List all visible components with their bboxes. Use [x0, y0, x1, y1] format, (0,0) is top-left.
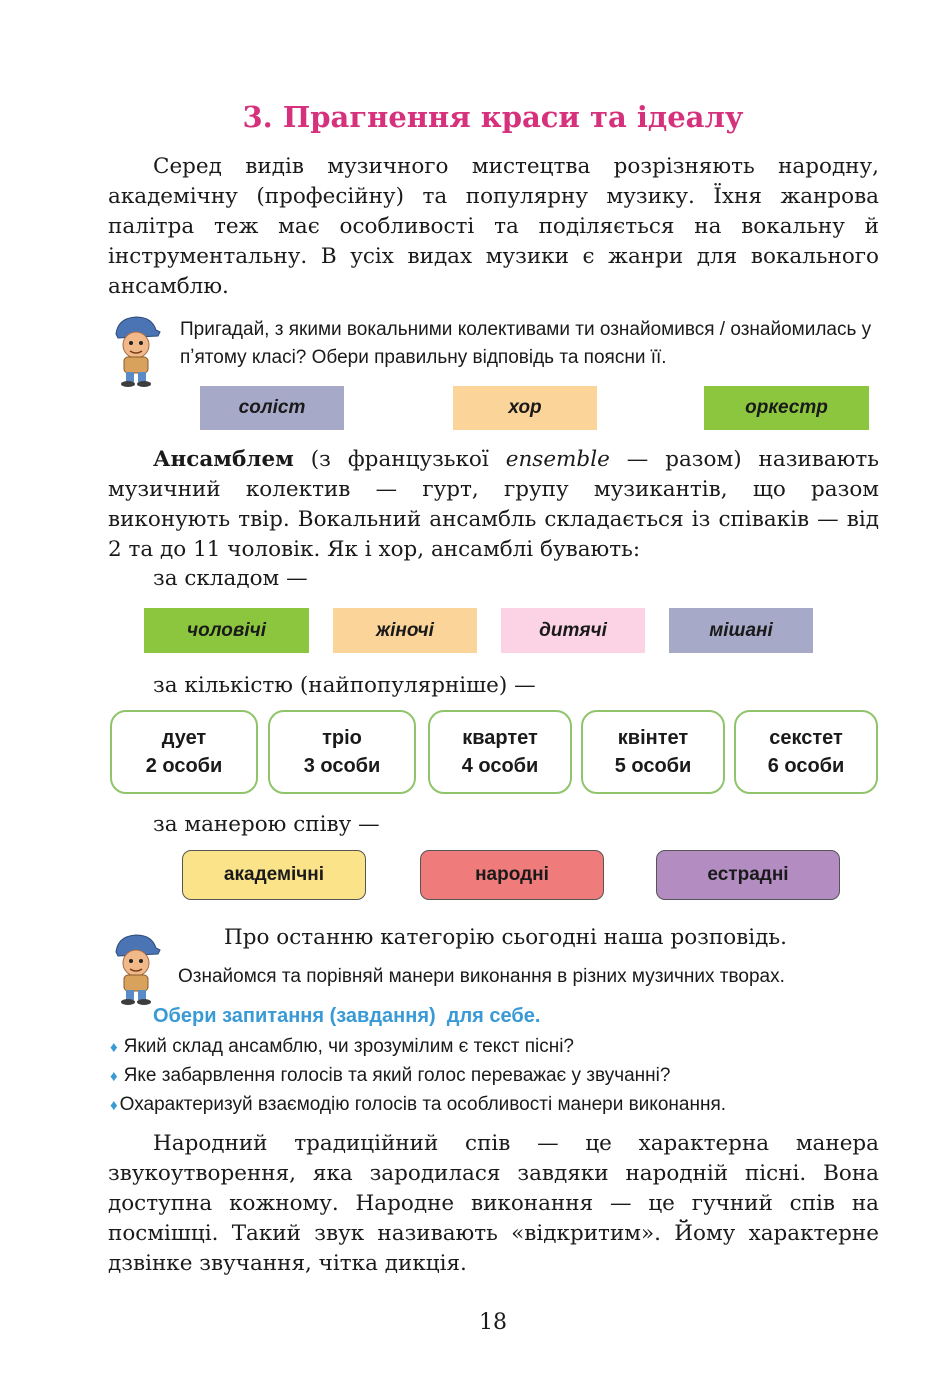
foreign-word: ensemble: [505, 447, 610, 472]
intro-text: Серед видів музичного мистецтва розрізняють народну, академічну (професійну) та популярну музику. Їхня жанрова палітра теж має особливості та поділяється на вокальну й інструментальну. В усіх видах музики є жанри для вокального ансамблю.: [108, 154, 879, 299]
diamond-bullet-icon: ♦: [110, 1068, 118, 1085]
section-title: 3. Прагнення краси та ідеалу: [242, 100, 744, 134]
manner-folk: народні: [420, 850, 604, 900]
option-orchestra[interactable]: оркестр: [704, 386, 869, 430]
boy-mascot-icon: [108, 312, 164, 388]
count-quintet: квінтет 5 особи: [581, 710, 725, 794]
task-heading: Обери запитання (завдання) для себе.: [153, 1005, 541, 1027]
prompt-compare: Ознайомся та порівняй манери виконання в різних музичних творах.: [178, 966, 785, 987]
prompt-recall: Пригадай, з якими вокальними колективами ти ознайомився / ознайомилась у пʼятому класі? Обери правильну відповідь та поясни її.: [180, 319, 872, 368]
count-quartet: квартет 4 особи: [428, 710, 572, 794]
diamond-bullet-icon: ♦: [110, 1097, 118, 1114]
diamond-bullet-icon: ♦: [110, 1039, 118, 1056]
option-choir[interactable]: хор: [453, 386, 597, 430]
count-trio: тріо 3 особи: [268, 710, 416, 794]
last-category-text: Про останню категорію сьогодні наша розповідь.: [224, 925, 787, 950]
ensemble-definition: Ансамблем (з французької ensemble — разом) називають музичний колектив — гурт, групу музикантів, що разом виконують твір. Вокальний ансамбль складається із співаків — від 2 та до 11 чоловік. Як і хор, ансамблі бувають:: [108, 447, 879, 562]
composition-female: жіночі: [333, 608, 477, 653]
folk-singing-paragraph: Народний традиційний спів — це характерна манера звукоутворення, яка зародилася завдяки народній пісні. Вона доступна кожному. Народне виконання — це гучний спів на посмішці. Такий звук називають «відкритим». Йому характерне дзвінке звучання, чітка дикція.: [108, 1131, 879, 1276]
manner-pop: естрадні: [656, 850, 840, 900]
task-question: ♦ Охарактеризуй взаємодію голосів та особливості манери виконання.: [110, 1094, 727, 1115]
label-by-composition: за складом —: [153, 566, 308, 591]
intro-paragraph: [108, 152, 879, 302]
option-soloist[interactable]: соліст: [200, 386, 344, 430]
page-number: 18: [479, 1310, 507, 1335]
label-by-count: за кількістю (найпопулярніше) —: [153, 673, 536, 698]
label-by-manner: за манерою співу —: [153, 812, 380, 837]
count-duet: дует 2 особи: [110, 710, 258, 794]
term-ensemble: Ансамблем: [153, 447, 294, 472]
count-sextet: секстет 6 особи: [734, 710, 878, 794]
task-question: ♦ Яке забарвлення голосів та який голос переважає у звучанні?: [110, 1065, 671, 1086]
task-question: ♦ Який склад ансамблю, чи зрозумілим є текст пісні?: [110, 1036, 574, 1057]
composition-children: дитячі: [501, 608, 645, 653]
composition-male: чоловічі: [144, 608, 309, 653]
boy-mascot-icon: [108, 930, 164, 1006]
manner-academic: академічні: [182, 850, 366, 900]
composition-mixed: мішані: [669, 608, 813, 653]
